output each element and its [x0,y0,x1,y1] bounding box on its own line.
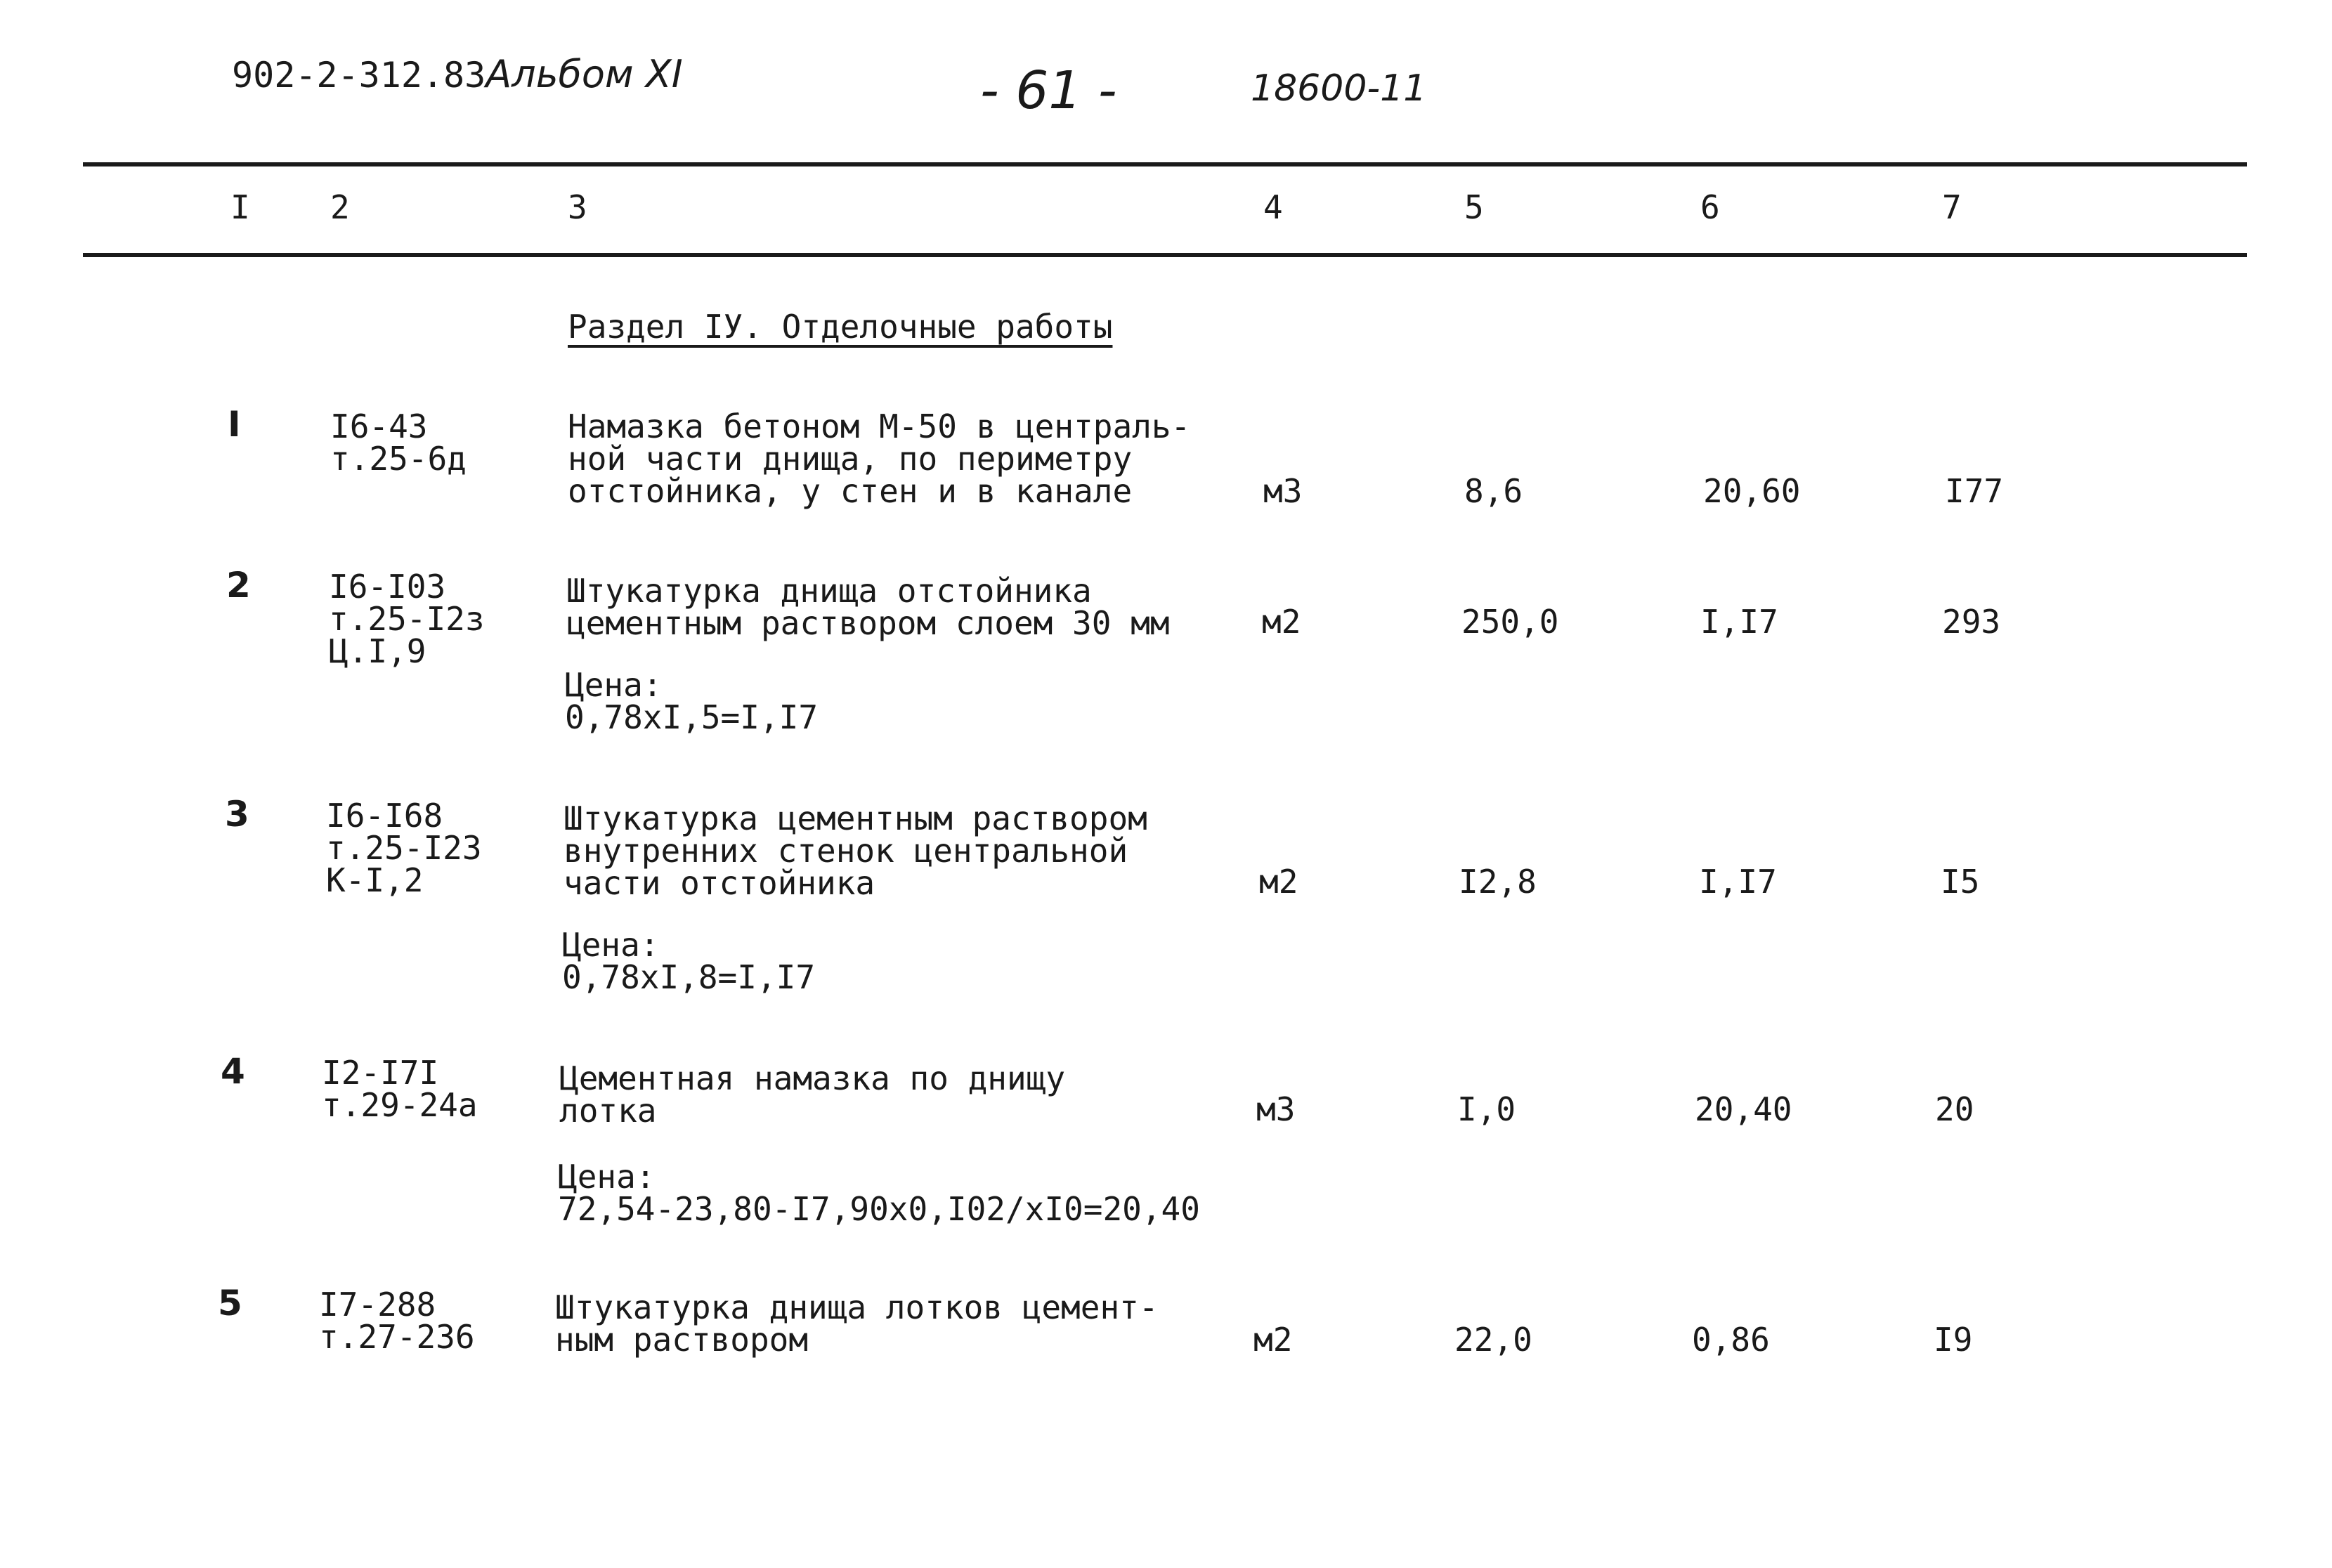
document-number: 902-2-312.83 [232,55,486,96]
description-line: ной части днища, по периметру [568,440,1133,478]
row-3-code [326,797,482,899]
row-3-unit: м2 [1259,863,1298,901]
row-2-price-note [565,666,819,736]
row-5-unit-price: 0,86 [1692,1321,1770,1359]
row-3-unit-price: I,I7 [1699,863,1777,901]
code-line: т.27-236 [319,1318,475,1356]
price-note-line: Цена: [562,926,660,964]
page-number: - 61 - [980,60,1117,121]
row-3-price-note [562,926,816,996]
description-line: Штукатурка днища отстойника [566,572,1092,610]
section-title: Раздел IУ. Отделочные работы [568,308,1113,346]
row-4-code [322,1054,478,1124]
row-4-unit: м3 [1256,1090,1296,1128]
document-code: 18600-11 [1251,67,1427,110]
description-line: Штукатурка днища лотков цемент- [555,1288,1159,1326]
column-header-5: 5 [1464,188,1484,226]
description-line: части отстойника [564,864,875,902]
description-line: внутренних стенок центральной [564,832,1128,870]
row-5-unit: м2 [1253,1321,1293,1359]
row-1-unit: м3 [1263,472,1303,510]
code-line: Ц.I,9 [329,632,426,670]
column-header-3: 3 [568,188,587,226]
row-5-quantity: 22,0 [1454,1321,1532,1359]
description-line: Намазка бетоном М-50 в централь- [568,407,1191,445]
row-2-description [566,572,1170,642]
price-note-line: Цена: [565,666,663,704]
code-line: I6-I68 [326,797,443,835]
row-1-code [330,407,467,478]
table-header-rule [83,253,2247,257]
column-header-6: 6 [1700,188,1720,226]
row-2-number: 2 [226,565,251,606]
row-4-total: 20 [1935,1090,1974,1128]
row-4-unit-price: 20,40 [1695,1090,1792,1128]
description-line: лотка [559,1092,657,1130]
price-note-line: 0,78хI,5=I,I7 [565,698,819,736]
code-line: т.29-24а [322,1086,478,1124]
row-3-description [564,799,1147,902]
description-line: Цементная намазка по днищу [559,1059,1066,1097]
row-1-unit-price: 20,60 [1703,472,1801,510]
price-note-line: 72,54-23,80-I7,90х0,I02/хI0=20,40 [558,1190,1200,1228]
row-1-quantity: 8,6 [1464,472,1523,510]
row-2-quantity: 250,0 [1461,603,1559,641]
code-line: I2-I7I [322,1054,439,1092]
description-line: цементным раствором слоем 30 мм [566,604,1170,642]
column-header-1: I [230,188,250,226]
code-line: I6-I03 [329,568,446,606]
row-5-code [319,1286,475,1356]
table-top-rule [83,162,2247,166]
row-3-number: 3 [225,794,249,835]
row-3-total: I5 [1941,863,1980,901]
album-label: Альбом XI [486,52,683,96]
code-line: I7-288 [319,1286,436,1324]
code-line: т.25-I23 [326,829,482,867]
row-4-price-note [558,1158,1200,1228]
description-line: отстойника, у стен и в канале [568,472,1133,510]
price-note-line: Цена: [558,1158,656,1196]
code-line: К-I,2 [326,861,424,899]
column-header-4: 4 [1263,188,1283,226]
row-1-number: I [228,404,241,445]
code-line: I6-43 [330,407,428,445]
row-5-number: 5 [218,1283,242,1324]
row-3-quantity: I2,8 [1459,863,1537,901]
row-1-description [568,407,1191,510]
row-5-total: I9 [1934,1321,1973,1359]
row-4-description [559,1059,1066,1130]
row-5-description [555,1288,1159,1359]
row-2-unit: м2 [1262,603,1301,641]
row-2-code [329,568,485,670]
code-line: т.25-I2з [329,600,485,638]
row-2-total: 293 [1942,603,2001,641]
row-4-number: 4 [221,1051,245,1092]
document-id [232,52,683,96]
row-4-quantity: I,0 [1457,1090,1516,1128]
column-header-7: 7 [1942,188,1962,226]
row-2-unit-price: I,I7 [1700,603,1778,641]
description-line: Штукатурка цементным раствором [564,799,1147,837]
row-1-total: I77 [1945,472,2004,510]
code-line: т.25-6д [330,440,467,478]
column-header-2: 2 [330,188,350,226]
description-line: ным раствором [555,1321,809,1359]
price-note-line: 0,78хI,8=I,I7 [562,958,816,996]
